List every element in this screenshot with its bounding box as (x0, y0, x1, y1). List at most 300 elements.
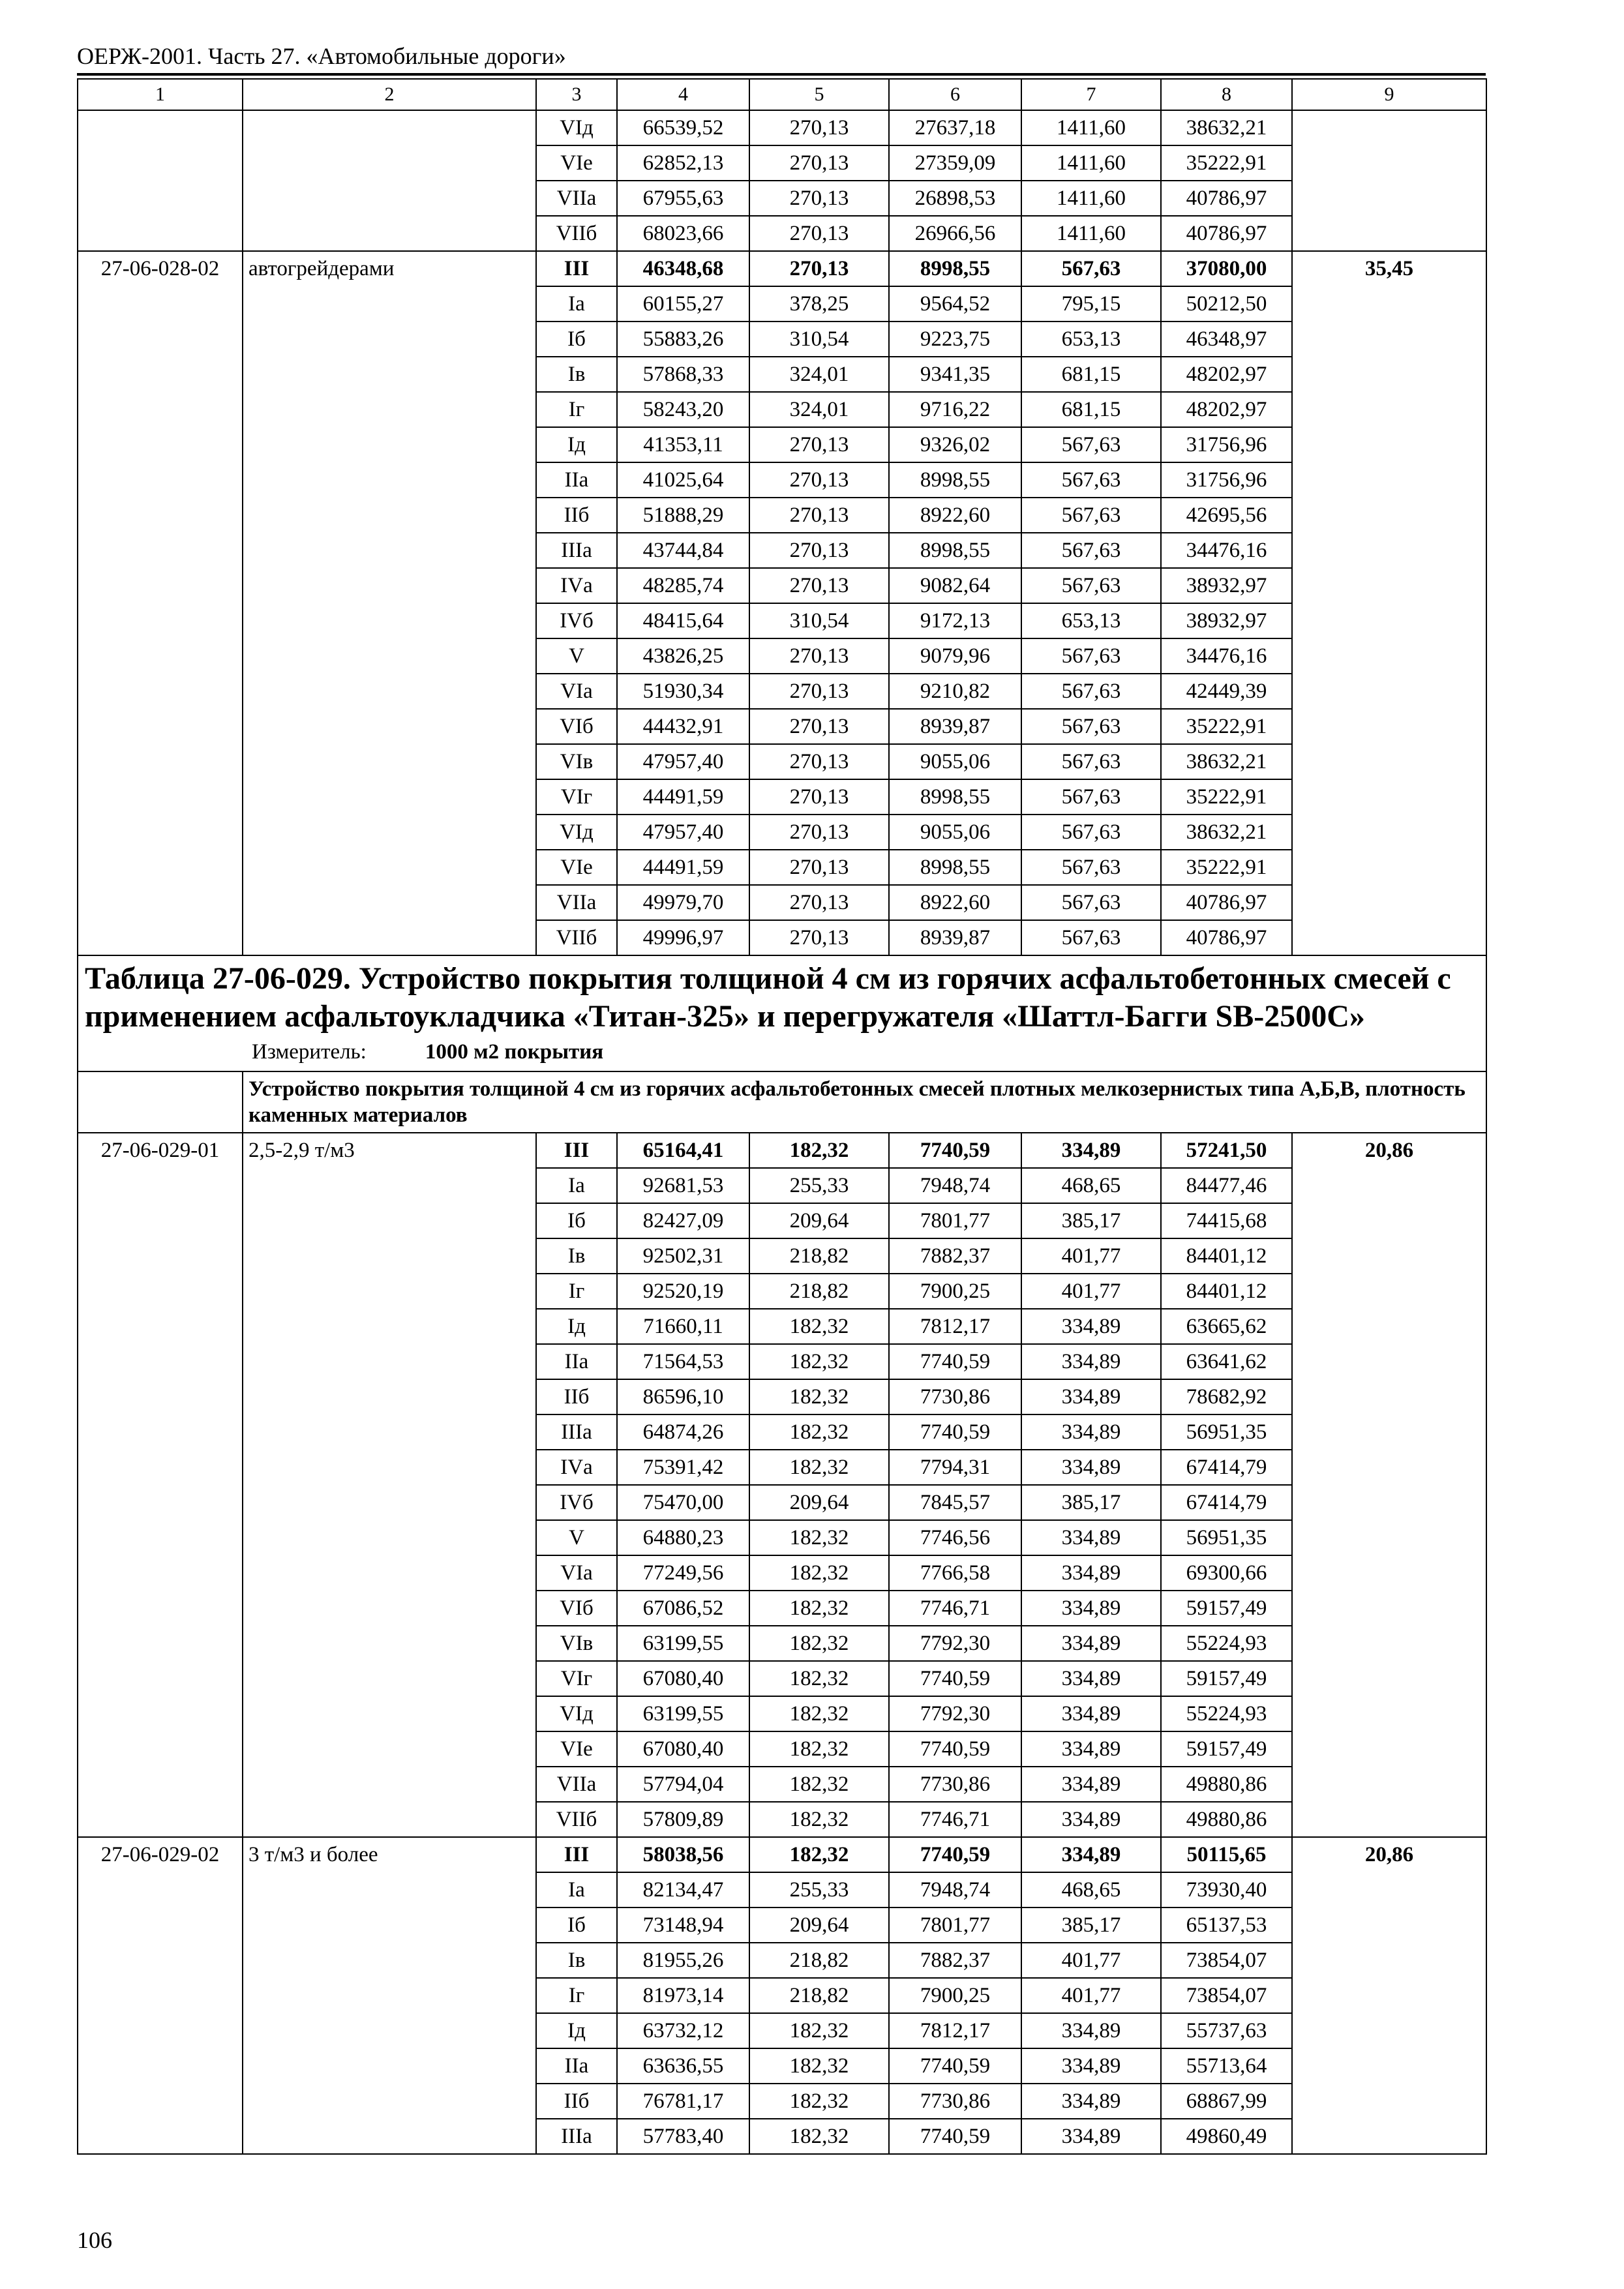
price-cell: 182,32 (749, 1344, 889, 1379)
price-cell: 1411,60 (1021, 110, 1161, 145)
price-cell: 56951,35 (1161, 1414, 1292, 1450)
price-cell: 182,32 (749, 1661, 889, 1696)
price-cell: 8922,60 (889, 498, 1021, 533)
price-cell: 86596,10 (617, 1379, 749, 1414)
price-cell: 567,63 (1021, 885, 1161, 920)
price-cell: 60155,27 (617, 286, 749, 322)
price-cell: 7801,77 (889, 1203, 1021, 1238)
empty-cell (243, 1872, 536, 1908)
empty-cell (78, 1555, 243, 1591)
data-row (78, 1591, 1486, 1626)
data-row (78, 779, 1486, 815)
empty-cell (243, 638, 536, 674)
price-cell: 378,25 (749, 286, 889, 322)
price-cell: 59157,49 (1161, 1661, 1292, 1696)
empty-cell (78, 1071, 243, 1133)
price-cell: 7766,58 (889, 1555, 1021, 1591)
empty-cell (243, 850, 536, 885)
price-cell: 46348,97 (1161, 322, 1292, 357)
price-cell: 47957,40 (617, 815, 749, 850)
price-cell: 270,13 (749, 533, 889, 568)
empty-cell (1292, 1661, 1486, 1696)
price-cell: 7882,37 (889, 1238, 1021, 1274)
price-cell: 38632,21 (1161, 110, 1292, 145)
data-row (78, 216, 1486, 251)
zone-label: V (536, 638, 617, 674)
empty-cell (243, 145, 536, 181)
zone-label: Iд (536, 1309, 617, 1344)
price-cell: 67080,40 (617, 1731, 749, 1767)
data-row (78, 709, 1486, 744)
zone-label: VIе (536, 1731, 617, 1767)
price-cell: 67955,63 (617, 181, 749, 216)
empty-cell (243, 2119, 536, 2154)
price-cell: 47957,40 (617, 744, 749, 779)
price-cell: 38932,97 (1161, 603, 1292, 638)
empty-cell (78, 815, 243, 850)
empty-cell (78, 1767, 243, 1802)
price-cell: 38632,21 (1161, 815, 1292, 850)
empty-cell (243, 322, 536, 357)
empty-cell (78, 2048, 243, 2084)
price-cell: 7746,56 (889, 1520, 1021, 1555)
empty-cell (1292, 885, 1486, 920)
empty-cell (243, 1767, 536, 1802)
price-cell: 567,63 (1021, 638, 1161, 674)
zone-label: VIIа (536, 1767, 617, 1802)
price-cell: 74415,68 (1161, 1203, 1292, 1238)
empty-cell (243, 1908, 536, 1943)
empty-cell (243, 603, 536, 638)
empty-cell (1292, 1591, 1486, 1626)
price-cell: 55713,64 (1161, 2048, 1292, 2084)
empty-cell (243, 1943, 536, 1978)
zone-label: IIб (536, 498, 617, 533)
zone-label: VIд (536, 110, 617, 145)
price-cell: 334,89 (1021, 2084, 1161, 2119)
price-cell: 8922,60 (889, 885, 1021, 920)
price-cell: 92681,53 (617, 1168, 749, 1203)
price-cell: 38932,97 (1161, 568, 1292, 603)
price-cell: 7792,30 (889, 1696, 1021, 1731)
price-cell: 334,89 (1021, 1520, 1161, 1555)
data-row (78, 1696, 1486, 1731)
empty-cell (243, 674, 536, 709)
empty-cell (243, 1520, 536, 1555)
index-cell: 20,86 (1292, 1133, 1486, 1168)
price-cell: 84401,12 (1161, 1238, 1292, 1274)
subheading: Устройство покрытия толщиной 4 см из горячих асфальтобетонных смесей плотных мелкозернистых типа А,Б,В, плотность каменных материалов (243, 1071, 1486, 1133)
price-cell: 795,15 (1021, 286, 1161, 322)
price-cell: 55737,63 (1161, 2013, 1292, 2048)
price-cell: 310,54 (749, 322, 889, 357)
zone-label: VIIб (536, 920, 617, 955)
empty-cell (78, 1344, 243, 1379)
empty-cell (1292, 1309, 1486, 1344)
empty-cell (1292, 1731, 1486, 1767)
price-cell: 218,82 (749, 1943, 889, 1978)
price-cell: 81955,26 (617, 1943, 749, 1978)
empty-cell (243, 392, 536, 427)
empty-cell (1292, 1555, 1486, 1591)
price-cell: 7900,25 (889, 1274, 1021, 1309)
price-cell: 9223,75 (889, 322, 1021, 357)
empty-cell (78, 1696, 243, 1731)
price-cell: 218,82 (749, 1238, 889, 1274)
price-cell: 310,54 (749, 603, 889, 638)
price-cell: 67414,79 (1161, 1485, 1292, 1520)
price-cell: 48285,74 (617, 568, 749, 603)
price-cell: 7740,59 (889, 2048, 1021, 2084)
price-cell: 35222,91 (1161, 145, 1292, 181)
column-number-cell: 4 (617, 79, 749, 110)
price-cell: 9341,35 (889, 357, 1021, 392)
price-cell: 468,65 (1021, 1872, 1161, 1908)
empty-cell (243, 498, 536, 533)
empty-cell (243, 744, 536, 779)
empty-cell (243, 1203, 536, 1238)
running-header: ОЕРЖ-2001. Часть 27. «Автомобильные дороги» (77, 39, 1486, 76)
zone-label: IIа (536, 2048, 617, 2084)
price-cell: 567,63 (1021, 251, 1161, 286)
price-cell: 334,89 (1021, 1767, 1161, 1802)
subheading-row (78, 1071, 1486, 1133)
column-number-cell: 2 (243, 79, 536, 110)
price-cell: 270,13 (749, 920, 889, 955)
empty-cell (78, 603, 243, 638)
price-cell: 681,15 (1021, 392, 1161, 427)
price-cell: 51888,29 (617, 498, 749, 533)
data-row (78, 1555, 1486, 1591)
price-cell: 7845,57 (889, 1485, 1021, 1520)
zone-label: VIIб (536, 1802, 617, 1837)
price-cell: 7740,59 (889, 1837, 1021, 1872)
price-cell: 62852,13 (617, 145, 749, 181)
empty-cell (1292, 2048, 1486, 2084)
price-cell: 653,13 (1021, 322, 1161, 357)
price-cell: 57794,04 (617, 1767, 749, 1802)
price-cell: 7801,77 (889, 1908, 1021, 1943)
empty-cell (1292, 744, 1486, 779)
data-row (78, 1872, 1486, 1908)
data-row (78, 1485, 1486, 1520)
column-number-cell: 3 (536, 79, 617, 110)
empty-cell (78, 2013, 243, 2048)
empty-cell (78, 181, 243, 216)
price-cell: 9079,96 (889, 638, 1021, 674)
price-cell: 7948,74 (889, 1168, 1021, 1203)
empty-cell (243, 462, 536, 498)
empty-cell (1292, 1485, 1486, 1520)
empty-cell (78, 1872, 243, 1908)
price-cell: 182,32 (749, 1767, 889, 1802)
zone-label: IIа (536, 1344, 617, 1379)
price-cell: 57783,40 (617, 2119, 749, 2154)
zone-label: Iа (536, 1168, 617, 1203)
zone-label: IIб (536, 2084, 617, 2119)
price-cell: 77249,56 (617, 1555, 749, 1591)
empty-cell (1292, 392, 1486, 427)
zone-label: VIб (536, 709, 617, 744)
empty-cell (1292, 286, 1486, 322)
column-number-cell: 9 (1292, 79, 1486, 110)
price-cell: 182,32 (749, 1309, 889, 1344)
data-row (78, 1626, 1486, 1661)
empty-cell (78, 1591, 243, 1626)
empty-cell (243, 815, 536, 850)
price-cell: 681,15 (1021, 357, 1161, 392)
empty-cell (243, 110, 536, 145)
price-cell: 401,77 (1021, 1274, 1161, 1309)
empty-cell (78, 2084, 243, 2119)
zone-label: Iв (536, 357, 617, 392)
empty-cell (243, 181, 536, 216)
price-cell: 182,32 (749, 1133, 889, 1168)
price-cell: 567,63 (1021, 744, 1161, 779)
price-cell: 270,13 (749, 462, 889, 498)
empty-cell (1292, 1344, 1486, 1379)
price-cell: 66539,52 (617, 110, 749, 145)
price-cell: 270,13 (749, 568, 889, 603)
price-cell: 73854,07 (1161, 1978, 1292, 2013)
empty-cell (1292, 850, 1486, 885)
price-cell: 50212,50 (1161, 286, 1292, 322)
empty-cell (243, 357, 536, 392)
price-cell: 182,32 (749, 1520, 889, 1555)
zone-label: Iд (536, 2013, 617, 2048)
price-cell: 67080,40 (617, 1661, 749, 1696)
empty-cell (243, 1731, 536, 1767)
data-row (78, 251, 1486, 286)
price-cell: 7948,74 (889, 1872, 1021, 1908)
price-cell: 9055,06 (889, 744, 1021, 779)
empty-cell (78, 392, 243, 427)
price-cell: 9172,13 (889, 603, 1021, 638)
empty-cell (243, 286, 536, 322)
empty-cell (78, 1203, 243, 1238)
empty-cell (243, 709, 536, 744)
price-cell: 27637,18 (889, 110, 1021, 145)
data-row (78, 1309, 1486, 1344)
data-row (78, 1908, 1486, 1943)
price-cell: 334,89 (1021, 2013, 1161, 2048)
price-cell: 40786,97 (1161, 216, 1292, 251)
price-cell: 1411,60 (1021, 216, 1161, 251)
zone-label: V (536, 1520, 617, 1555)
price-cell: 34476,16 (1161, 638, 1292, 674)
price-cell: 334,89 (1021, 2048, 1161, 2084)
price-cell: 63641,62 (1161, 1344, 1292, 1379)
price-cell: 209,64 (749, 1485, 889, 1520)
zone-label: VIг (536, 779, 617, 815)
data-row (78, 427, 1486, 462)
empty-cell (78, 1731, 243, 1767)
zone-label: III (536, 251, 617, 286)
empty-cell (78, 427, 243, 462)
zone-label: IVа (536, 1450, 617, 1485)
price-cell: 8939,87 (889, 920, 1021, 955)
data-row (78, 1767, 1486, 1802)
empty-cell (1292, 1238, 1486, 1274)
empty-cell (78, 850, 243, 885)
empty-cell (1292, 462, 1486, 498)
zone-label: Iб (536, 1908, 617, 1943)
price-cell: 182,32 (749, 1555, 889, 1591)
data-row (78, 850, 1486, 885)
zone-label: IIIа (536, 2119, 617, 2154)
price-cell: 82427,09 (617, 1203, 749, 1238)
empty-cell (243, 1626, 536, 1661)
price-cell: 7730,86 (889, 1379, 1021, 1414)
price-cell: 76781,17 (617, 2084, 749, 2119)
price-cell: 255,33 (749, 1872, 889, 1908)
empty-cell (1292, 1450, 1486, 1485)
price-cell: 7794,31 (889, 1450, 1021, 1485)
price-cell: 334,89 (1021, 1309, 1161, 1344)
empty-cell (1292, 1520, 1486, 1555)
empty-cell (78, 1168, 243, 1203)
price-cell: 270,13 (749, 779, 889, 815)
price-cell: 334,89 (1021, 1450, 1161, 1485)
meter-row (85, 1036, 1479, 1068)
price-cell: 37080,00 (1161, 251, 1292, 286)
price-cell: 218,82 (749, 1978, 889, 2013)
price-cell: 385,17 (1021, 1485, 1161, 1520)
price-cell: 71564,53 (617, 1344, 749, 1379)
zone-label: IVб (536, 603, 617, 638)
price-cell: 49880,86 (1161, 1767, 1292, 1802)
zone-label: VIг (536, 1661, 617, 1696)
data-row (78, 1978, 1486, 2013)
column-number-cell: 8 (1161, 79, 1292, 110)
data-row (78, 885, 1486, 920)
price-cell: 182,32 (749, 1837, 889, 1872)
empty-cell (243, 2084, 536, 2119)
zone-label: IIIа (536, 1414, 617, 1450)
price-cell: 75391,42 (617, 1450, 749, 1485)
price-cell: 334,89 (1021, 1696, 1161, 1731)
empty-cell (78, 1238, 243, 1274)
empty-cell (1292, 1802, 1486, 1837)
price-cell: 7740,59 (889, 1661, 1021, 1696)
data-row (78, 286, 1486, 322)
price-cell: 63636,55 (617, 2048, 749, 2084)
price-cell: 401,77 (1021, 1978, 1161, 2013)
price-cell: 182,32 (749, 1414, 889, 1450)
price-cell: 55883,26 (617, 322, 749, 357)
price-cell: 26898,53 (889, 181, 1021, 216)
price-cell: 182,32 (749, 1696, 889, 1731)
price-cell: 49979,70 (617, 885, 749, 920)
empty-cell (243, 1344, 536, 1379)
zone-label: III (536, 1837, 617, 1872)
price-cell: 92520,19 (617, 1274, 749, 1309)
empty-cell (243, 920, 536, 955)
price-cell: 270,13 (749, 709, 889, 744)
data-row (78, 568, 1486, 603)
empty-cell (1292, 920, 1486, 955)
price-cell: 567,63 (1021, 462, 1161, 498)
price-cell: 8998,55 (889, 251, 1021, 286)
data-row (78, 1414, 1486, 1450)
price-cell: 385,17 (1021, 1908, 1161, 1943)
price-cell: 31756,96 (1161, 462, 1292, 498)
price-cell: 69300,66 (1161, 1555, 1292, 1591)
empty-cell (1292, 1168, 1486, 1203)
empty-cell (243, 1978, 536, 2013)
empty-cell (243, 779, 536, 815)
price-cell: 7746,71 (889, 1591, 1021, 1626)
table-title-block (78, 955, 1486, 1071)
price-cell: 567,63 (1021, 568, 1161, 603)
empty-cell (78, 357, 243, 392)
price-cell: 567,63 (1021, 850, 1161, 885)
data-row (78, 815, 1486, 850)
empty-cell (1292, 1274, 1486, 1309)
price-cell: 324,01 (749, 392, 889, 427)
price-cell: 270,13 (749, 744, 889, 779)
price-cell: 9564,52 (889, 286, 1021, 322)
price-cell: 270,13 (749, 638, 889, 674)
price-cell: 270,13 (749, 181, 889, 216)
price-cell: 7812,17 (889, 2013, 1021, 2048)
empty-cell (243, 1485, 536, 1520)
zone-label: IIа (536, 462, 617, 498)
price-cell: 59157,49 (1161, 1731, 1292, 1767)
data-row (78, 1943, 1486, 1978)
price-cell: 182,32 (749, 1731, 889, 1767)
price-cell: 67414,79 (1161, 1450, 1292, 1485)
price-cell: 55224,93 (1161, 1696, 1292, 1731)
price-cell: 64874,26 (617, 1414, 749, 1450)
empty-cell (243, 568, 536, 603)
price-cell: 34476,16 (1161, 533, 1292, 568)
price-cell: 44491,59 (617, 850, 749, 885)
empty-cell (243, 1238, 536, 1274)
table-title: Таблица 27-06-029. Устройство покрытия толщиной 4 см из горячих асфальтобетонных смесей с применением асфальтоукладчика «Титан-325» и перегружателя «Шаттл-Багги SB-2500C» (85, 961, 1451, 1034)
price-cell: 48202,97 (1161, 357, 1292, 392)
price-cell: 40786,97 (1161, 885, 1292, 920)
price-cell: 49880,86 (1161, 1802, 1292, 1837)
price-cell: 8998,55 (889, 779, 1021, 815)
price-cell: 270,13 (749, 110, 889, 145)
empty-cell (78, 286, 243, 322)
empty-cell (78, 1414, 243, 1450)
empty-cell (243, 1450, 536, 1485)
price-cell: 42449,39 (1161, 674, 1292, 709)
price-cell: 385,17 (1021, 1203, 1161, 1238)
price-cell: 653,13 (1021, 603, 1161, 638)
price-cell: 48415,64 (617, 603, 749, 638)
data-row (78, 1238, 1486, 1274)
price-cell: 43826,25 (617, 638, 749, 674)
empty-cell (1292, 110, 1486, 145)
data-row (78, 1520, 1486, 1555)
zone-label: IIIа (536, 533, 617, 568)
zone-label: VIIб (536, 216, 617, 251)
price-cell: 57868,33 (617, 357, 749, 392)
data-row (78, 2119, 1486, 2154)
column-number-cell: 6 (889, 79, 1021, 110)
price-cell: 7740,59 (889, 1133, 1021, 1168)
empty-cell (1292, 1908, 1486, 1943)
data-row (78, 462, 1486, 498)
data-row (78, 322, 1486, 357)
empty-cell (78, 568, 243, 603)
price-cell: 58243,20 (617, 392, 749, 427)
empty-cell (78, 1309, 243, 1344)
price-cell: 78682,92 (1161, 1379, 1292, 1414)
